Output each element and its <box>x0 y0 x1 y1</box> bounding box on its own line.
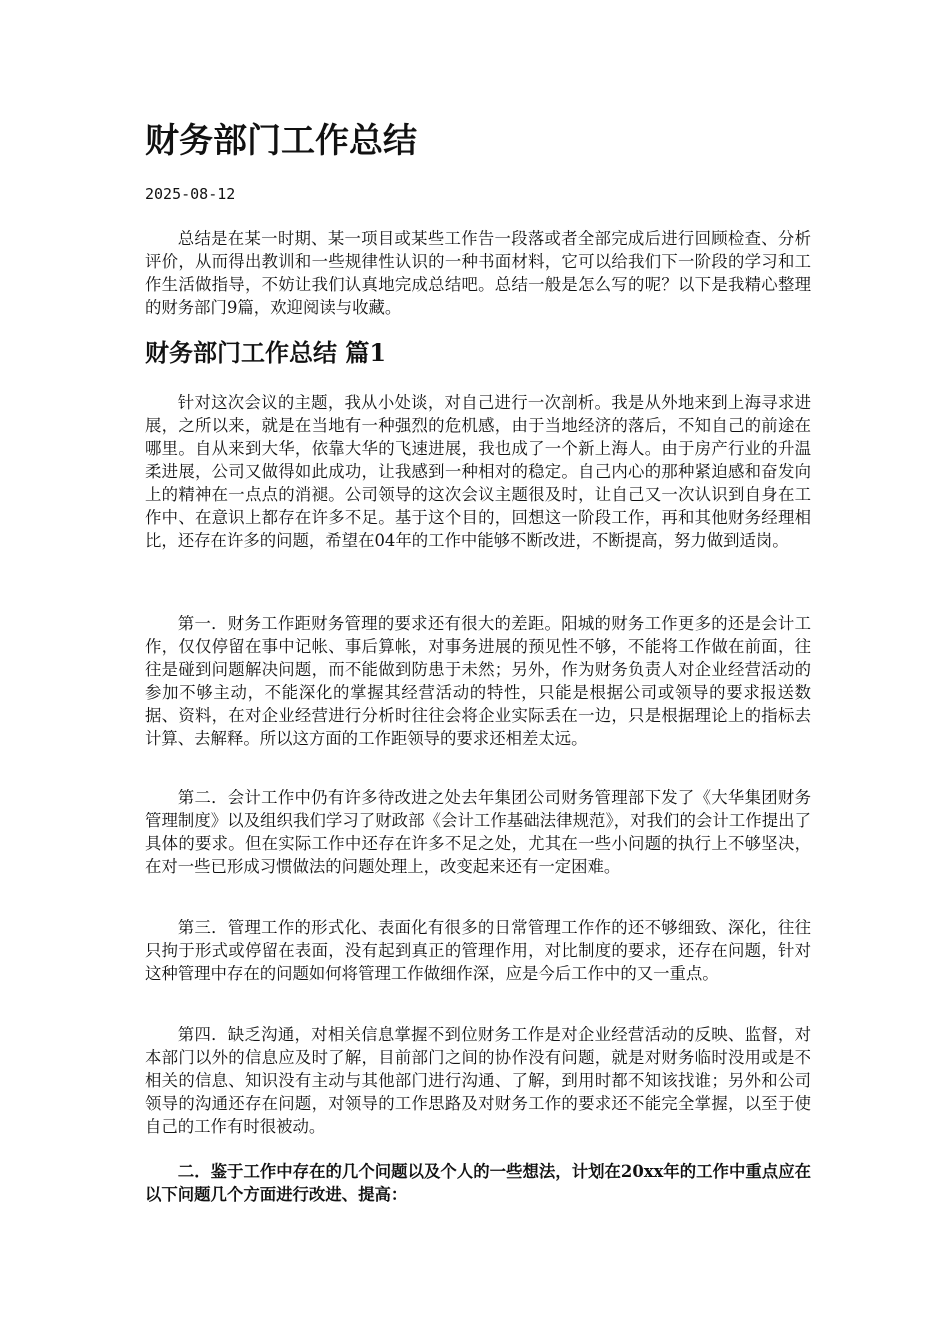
body-paragraph: 第二．会计工作中仍有许多待改进之处去年集团公司财务管理部下发了《大华集团财务管理制度》以及组织我们学习了财政部《会计工作基础法律规范》，对我们的会计工作提出了具体的要求。但在实际工作中还存在许多不足之处，尤其在一些小问题的执行上不够坚决，在对一些已形成习惯做法的问题处理上，改变起来还有一定困难。 <box>145 788 811 876</box>
document-title: 财务部门工作总结 <box>145 121 417 161</box>
body-paragraph: 第三．管理工作的形式化、表面化有很多的日常管理工作作的还不够细致、深化，往往只拘于形式或停留在表面，没有起到真正的管理作用，对比制度的要求，还存在问题，针对这种管理中存在的问题如何将管理工作做细作深，应是今后工作中的又一重点。 <box>145 918 811 983</box>
body-paragraph: 第一．财务工作距财务管理的要求还有很大的差距。阳城的财务工作更多的还是会计工作，仅仅停留在事中记帐、事后算帐，对事务进展的预见性不够，不能将工作做在前面，往往是碰到问题解决问题，而不能做到防患于未然；另外，作为财务负责人对企业经营活动的参加不够主动，不能深化的掌握其经营活动的特性，只能是根据公司或领导的要求报送数据、资料，在对企业经营进行分析时往往会将企业实际丢在一边，只是根据理论上的指标去计算、去解释。所以这方面的工作距领导的要求还相差太远。 <box>145 614 811 748</box>
body-paragraph: 第四．缺乏沟通，对相关信息掌握不到位财务工作是对企业经营活动的反映、监督，对本部门以外的信息应及时了解，目前部门之间的协作没有问题，就是对财务临时没用或是不相关的信息、知识没有主动与其他部门进行沟通、了解，到用时都不知该找谁；另外和公司领导的沟通还存在问题，对领导的工作思路及对财务工作的要求还不能完全掌握，以至于使自己的工作有时很被动。 <box>145 1025 811 1136</box>
body-paragraph-block <box>145 1023 811 1138</box>
body-paragraph-block <box>145 786 811 878</box>
body-paragraph-block <box>145 612 811 750</box>
bold-paragraph: 二．鉴于工作中存在的几个问题以及个人的一些想法，计划在20xx年的工作中重点应在以下问题几个方面进行改进、提高： <box>145 1162 811 1204</box>
body-paragraph: 针对这次会议的主题，我从小处谈，对自己进行一次剖析。我是从外地来到上海寻求进展，之所以来，就是在当地有一种强烈的危机感，由于当地经济的落后，不知自己的前途在哪里。自从来到大华，依靠大华的飞速进展，我也成了一个新上海人。由于房产行业的升温柔进展，公司又做得如此成功，让我感到一种相对的稳定。自己内心的那种紧迫感和奋发向上的精神在一点点的消褪。公司领导的这次会议主题很及时，让自己又一次认识到自身在工作中、在意识上都存在许多不足。基于这个目的，回想这一阶段工作，再和其他财务经理相比，还存在许多的问题，希望在04年的工作中能够不断改进，不断提高，努力做到适岗。 <box>145 393 811 550</box>
publish-date: 2025-08-12 <box>145 185 236 203</box>
body-paragraph-block <box>145 916 811 985</box>
bold-paragraph-block <box>145 1160 811 1206</box>
intro-block <box>145 227 811 319</box>
body-paragraph-block <box>145 391 811 552</box>
intro-paragraph: 总结是在某一时期、某一项目或某些工作告一段落或者全部完成后进行回顾检查、分析评价，从而得出教训和一些规律性认识的一种书面材料，它可以给我们下一阶段的学习和工作生活做指导，不妨让我们认真地完成总结吧。总结一般是怎么写的呢？以下是我精心整理的财务部门9篇，欢迎阅读与收藏。 <box>145 229 811 317</box>
section-heading: 财务部门工作总结 篇1 <box>145 338 387 367</box>
